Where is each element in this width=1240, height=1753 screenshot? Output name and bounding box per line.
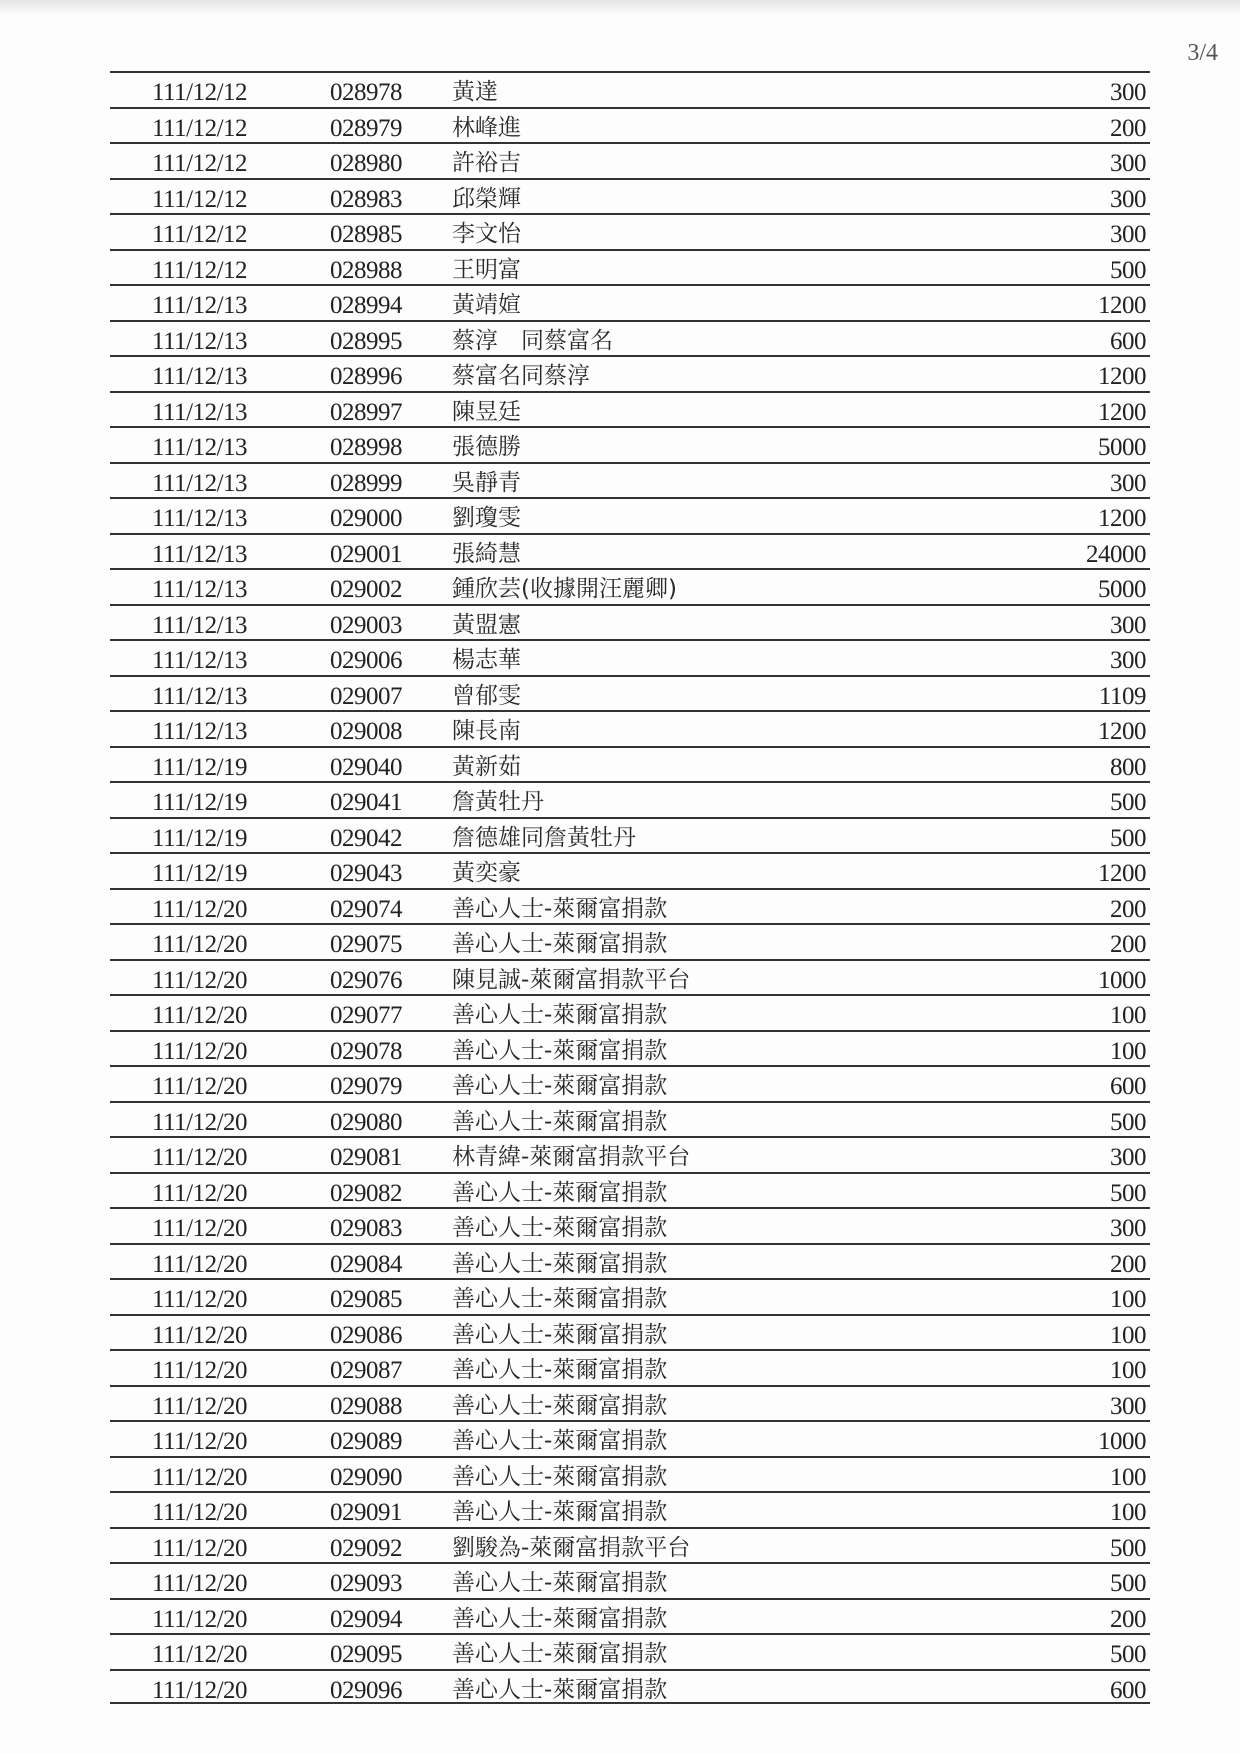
amount-cell: 1109 xyxy=(1098,682,1146,710)
date-cell: 111/12/12 xyxy=(152,114,248,142)
date-cell: 111/12/20 xyxy=(152,1570,248,1597)
table-row xyxy=(110,355,1150,391)
table-row xyxy=(110,391,1150,427)
donor-name-cell: 善心人士-萊爾富捐款 xyxy=(452,1286,668,1312)
donor-name-cell: 善心人士-萊爾富捐款 xyxy=(452,1641,668,1667)
date-cell: 111/12/20 xyxy=(152,1605,248,1633)
table-row xyxy=(110,533,1150,569)
receipt-number-cell: 029084 xyxy=(330,1250,402,1278)
receipt-number-cell: 029006 xyxy=(330,647,402,674)
table-row xyxy=(110,320,1150,356)
donor-name-cell: 善心人士-萊爾富捐款 xyxy=(452,1676,668,1703)
receipt-number-cell: 028999 xyxy=(330,469,402,497)
receipt-number-cell: 029094 xyxy=(330,1605,402,1633)
date-cell: 111/12/20 xyxy=(152,1215,248,1242)
donor-name-cell: 曾郁雯 xyxy=(452,682,521,709)
amount-cell: 300 xyxy=(1110,221,1146,248)
date-cell: 111/12/13 xyxy=(152,540,248,568)
receipt-number-cell: 028979 xyxy=(330,114,402,142)
amount-cell: 1200 xyxy=(1098,718,1146,745)
date-cell: 111/12/13 xyxy=(152,469,248,497)
donor-name-cell: 李文怡 xyxy=(452,221,521,247)
table-row xyxy=(110,710,1150,746)
amount-cell: 1200 xyxy=(1098,860,1146,887)
table-row xyxy=(110,888,1150,924)
date-cell: 111/12/20 xyxy=(152,1179,248,1207)
receipt-number-cell: 028980 xyxy=(330,150,402,177)
amount-cell: 300 xyxy=(1110,647,1146,674)
donor-name-cell: 王明富 xyxy=(452,256,521,283)
table-row xyxy=(110,1030,1150,1066)
date-cell: 111/12/13 xyxy=(152,363,248,390)
table-row xyxy=(110,1349,1150,1385)
receipt-number-cell: 029007 xyxy=(330,682,402,710)
donor-name-cell: 善心人士-萊爾富捐款 xyxy=(452,1321,668,1348)
page-number: 3/4 xyxy=(1187,40,1218,66)
receipt-number-cell: 028998 xyxy=(330,434,402,461)
amount-cell: 100 xyxy=(1110,1286,1146,1313)
table-row xyxy=(110,1065,1150,1101)
table-row xyxy=(110,1527,1150,1563)
amount-cell: 200 xyxy=(1110,895,1146,923)
amount-cell: 600 xyxy=(1110,327,1146,355)
donor-name-cell: 善心人士-萊爾富捐款 xyxy=(452,1499,668,1525)
receipt-number-cell: 029041 xyxy=(330,789,402,816)
donor-name-cell: 善心人士-萊爾富捐款 xyxy=(452,1605,668,1632)
date-cell: 111/12/12 xyxy=(152,79,248,106)
table-row xyxy=(110,568,1150,604)
table-row xyxy=(110,1278,1150,1314)
table-row xyxy=(110,994,1150,1030)
donor-name-cell: 黃靖媗 xyxy=(452,292,521,318)
receipt-number-cell: 029080 xyxy=(330,1108,402,1136)
date-cell: 111/12/20 xyxy=(152,1499,248,1526)
amount-cell: 100 xyxy=(1110,1499,1146,1526)
amount-cell: 100 xyxy=(1110,1463,1146,1491)
amount-cell: 100 xyxy=(1110,1002,1146,1029)
donor-name-cell: 詹黃牡丹 xyxy=(452,789,544,815)
table-row xyxy=(110,178,1150,214)
table-row xyxy=(110,1562,1150,1598)
date-cell: 111/12/13 xyxy=(152,434,248,461)
receipt-number-cell: 028994 xyxy=(330,292,402,319)
date-cell: 111/12/13 xyxy=(152,398,248,426)
table-row xyxy=(110,604,1150,640)
receipt-number-cell: 029091 xyxy=(330,1499,402,1526)
date-cell: 111/12/13 xyxy=(152,505,248,532)
donor-name-cell: 善心人士-萊爾富捐款 xyxy=(452,1179,668,1206)
receipt-number-cell: 029090 xyxy=(330,1463,402,1491)
table-row xyxy=(110,107,1150,143)
table-row xyxy=(110,426,1150,462)
donor-name-cell: 劉駿為-萊爾富捐款平台 xyxy=(452,1534,691,1561)
date-cell: 111/12/12 xyxy=(152,221,248,248)
table-row xyxy=(110,1598,1150,1634)
date-cell: 111/12/20 xyxy=(152,895,248,923)
amount-cell: 200 xyxy=(1110,1250,1146,1278)
date-cell: 111/12/20 xyxy=(152,1321,248,1349)
amount-cell: 200 xyxy=(1110,931,1146,958)
date-cell: 111/12/20 xyxy=(152,1144,248,1171)
table-row xyxy=(110,462,1150,498)
donor-name-cell: 善心人士-萊爾富捐款 xyxy=(452,1037,668,1064)
receipt-number-cell: 029087 xyxy=(330,1357,402,1384)
table-row xyxy=(110,1491,1150,1527)
amount-cell: 600 xyxy=(1110,1676,1146,1704)
amount-cell: 24000 xyxy=(1086,540,1146,568)
receipt-number-cell: 029088 xyxy=(330,1392,402,1420)
receipt-number-cell: 028983 xyxy=(330,185,402,213)
table-row xyxy=(110,852,1150,888)
donor-name-cell: 善心人士-萊爾富捐款 xyxy=(452,1002,668,1028)
donor-name-cell: 善心人士-萊爾富捐款 xyxy=(452,1108,668,1135)
receipt-number-cell: 029082 xyxy=(330,1179,402,1207)
donor-name-cell: 善心人士-萊爾富捐款 xyxy=(452,1428,668,1454)
donor-name-cell: 張綺慧 xyxy=(452,540,521,567)
table-row xyxy=(110,1669,1150,1705)
donor-name-cell: 陳見誠-萊爾富捐款平台 xyxy=(452,966,691,993)
amount-cell: 5000 xyxy=(1098,576,1146,603)
donor-name-cell: 林峰進 xyxy=(452,114,521,141)
donor-name-cell: 蔡淳 同蔡富名 xyxy=(452,327,613,354)
amount-cell: 500 xyxy=(1110,1534,1146,1562)
date-cell: 111/12/19 xyxy=(152,789,248,816)
amount-cell: 300 xyxy=(1110,185,1146,213)
receipt-number-cell: 028996 xyxy=(330,363,402,390)
date-cell: 111/12/20 xyxy=(152,1641,248,1668)
date-cell: 111/12/20 xyxy=(152,1108,248,1136)
table-row xyxy=(110,639,1150,675)
date-cell: 111/12/20 xyxy=(152,1534,248,1562)
donation-ledger xyxy=(110,71,1150,1704)
receipt-number-cell: 029001 xyxy=(330,540,402,568)
donor-name-cell: 劉瓊雯 xyxy=(452,505,521,531)
donor-name-cell: 林青緯-萊爾富捐款平台 xyxy=(452,1144,691,1170)
receipt-number-cell: 029043 xyxy=(330,860,402,887)
receipt-number-cell: 029092 xyxy=(330,1534,402,1562)
donor-name-cell: 善心人士-萊爾富捐款 xyxy=(452,895,668,922)
donor-name-cell: 善心人士-萊爾富捐款 xyxy=(452,1570,668,1596)
table-row xyxy=(110,1172,1150,1208)
date-cell: 111/12/13 xyxy=(152,327,248,355)
amount-cell: 300 xyxy=(1110,1215,1146,1242)
amount-cell: 300 xyxy=(1110,1144,1146,1171)
receipt-number-cell: 029000 xyxy=(330,505,402,532)
table-row xyxy=(110,1101,1150,1137)
amount-cell: 100 xyxy=(1110,1357,1146,1384)
table-row xyxy=(110,213,1150,249)
receipt-number-cell: 028995 xyxy=(330,327,402,355)
donor-name-cell: 邱榮輝 xyxy=(452,185,521,212)
date-cell: 111/12/12 xyxy=(152,256,248,284)
date-cell: 111/12/19 xyxy=(152,860,248,887)
date-cell: 111/12/20 xyxy=(152,1250,248,1278)
date-cell: 111/12/20 xyxy=(152,1002,248,1029)
date-cell: 111/12/20 xyxy=(152,966,248,994)
date-cell: 111/12/20 xyxy=(152,1286,248,1313)
amount-cell: 1200 xyxy=(1098,363,1146,390)
donor-name-cell: 陳昱廷 xyxy=(452,398,521,425)
amount-cell: 600 xyxy=(1110,1073,1146,1100)
amount-cell: 500 xyxy=(1110,1570,1146,1597)
amount-cell: 300 xyxy=(1110,1392,1146,1420)
receipt-number-cell: 029083 xyxy=(330,1215,402,1242)
receipt-number-cell: 029095 xyxy=(330,1641,402,1668)
amount-cell: 500 xyxy=(1110,824,1146,852)
donor-name-cell: 善心人士-萊爾富捐款 xyxy=(452,1463,668,1490)
amount-cell: 500 xyxy=(1110,1179,1146,1207)
amount-cell: 100 xyxy=(1110,1037,1146,1065)
table-row xyxy=(110,817,1150,853)
date-cell: 111/12/13 xyxy=(152,647,248,674)
receipt-number-cell: 029079 xyxy=(330,1073,402,1100)
table-row xyxy=(110,1207,1150,1243)
donor-name-cell: 楊志華 xyxy=(452,647,521,673)
table-row xyxy=(110,1456,1150,1492)
receipt-number-cell: 029078 xyxy=(330,1037,402,1065)
table-row xyxy=(110,1385,1150,1421)
date-cell: 111/12/13 xyxy=(152,292,248,319)
date-cell: 111/12/19 xyxy=(152,824,248,852)
amount-cell: 5000 xyxy=(1098,434,1146,461)
table-row xyxy=(110,142,1150,178)
receipt-number-cell: 029089 xyxy=(330,1428,402,1455)
receipt-number-cell: 029002 xyxy=(330,576,402,603)
date-cell: 111/12/13 xyxy=(152,682,248,710)
donor-name-cell: 善心人士-萊爾富捐款 xyxy=(452,1250,668,1277)
receipt-number-cell: 029003 xyxy=(330,611,402,639)
date-cell: 111/12/13 xyxy=(152,576,248,603)
date-cell: 111/12/13 xyxy=(152,718,248,745)
amount-cell: 300 xyxy=(1110,469,1146,497)
table-row xyxy=(110,781,1150,817)
donor-name-cell: 鍾欣芸(收據開汪麗卿) xyxy=(452,576,677,602)
receipt-number-cell: 028978 xyxy=(330,79,402,106)
receipt-number-cell: 029086 xyxy=(330,1321,402,1349)
receipt-number-cell: 029076 xyxy=(330,966,402,994)
table-row xyxy=(110,71,1150,107)
amount-cell: 200 xyxy=(1110,114,1146,142)
date-cell: 111/12/12 xyxy=(152,150,248,177)
donor-name-cell: 善心人士-萊爾富捐款 xyxy=(452,1215,668,1241)
date-cell: 111/12/20 xyxy=(152,1676,248,1704)
amount-cell: 1000 xyxy=(1098,966,1146,994)
table-row xyxy=(110,746,1150,782)
receipt-number-cell: 029074 xyxy=(330,895,402,923)
donor-name-cell: 黃新茹 xyxy=(452,753,521,780)
date-cell: 111/12/20 xyxy=(152,1428,248,1455)
donor-name-cell: 善心人士-萊爾富捐款 xyxy=(452,931,668,957)
receipt-number-cell: 029077 xyxy=(330,1002,402,1029)
table-row xyxy=(110,1243,1150,1279)
table-row xyxy=(110,923,1150,959)
donor-name-cell: 黃奕豪 xyxy=(452,860,521,886)
table-row xyxy=(110,497,1150,533)
receipt-number-cell: 029075 xyxy=(330,931,402,958)
table-row xyxy=(110,959,1150,995)
amount-cell: 1000 xyxy=(1098,1428,1146,1455)
table-row xyxy=(110,284,1150,320)
date-cell: 111/12/20 xyxy=(152,1073,248,1100)
receipt-number-cell: 029040 xyxy=(330,753,402,781)
date-cell: 111/12/20 xyxy=(152,1037,248,1065)
amount-cell: 500 xyxy=(1110,1108,1146,1136)
date-cell: 111/12/20 xyxy=(152,1463,248,1491)
donor-name-cell: 詹德雄同詹黃牡丹 xyxy=(452,824,636,851)
donor-name-cell: 吳靜青 xyxy=(452,469,521,496)
table-row xyxy=(110,1420,1150,1456)
amount-cell: 800 xyxy=(1110,753,1146,781)
date-cell: 111/12/20 xyxy=(152,1392,248,1420)
date-cell: 111/12/20 xyxy=(152,931,248,958)
table-row xyxy=(110,1633,1150,1669)
amount-cell: 1200 xyxy=(1098,292,1146,319)
date-cell: 111/12/20 xyxy=(152,1357,248,1384)
receipt-number-cell: 029042 xyxy=(330,824,402,852)
table-row xyxy=(110,249,1150,285)
date-cell: 111/12/13 xyxy=(152,611,248,639)
table-row xyxy=(110,1314,1150,1350)
donor-name-cell: 陳長南 xyxy=(452,718,521,744)
donor-name-cell: 善心人士-萊爾富捐款 xyxy=(452,1357,668,1383)
donor-name-cell: 善心人士-萊爾富捐款 xyxy=(452,1073,668,1099)
amount-cell: 500 xyxy=(1110,789,1146,816)
receipt-number-cell: 029093 xyxy=(330,1570,402,1597)
amount-cell: 300 xyxy=(1110,79,1146,106)
scan-edge xyxy=(0,0,1240,14)
table-row xyxy=(110,675,1150,711)
donor-name-cell: 善心人士-萊爾富捐款 xyxy=(452,1392,668,1419)
amount-cell: 300 xyxy=(1110,611,1146,639)
donor-name-cell: 張德勝 xyxy=(452,434,521,460)
table-row xyxy=(110,1136,1150,1172)
receipt-number-cell: 028988 xyxy=(330,256,402,284)
receipt-number-cell: 029085 xyxy=(330,1286,402,1313)
donor-name-cell: 蔡富名同蔡淳 xyxy=(452,363,590,389)
amount-cell: 1200 xyxy=(1098,505,1146,532)
receipt-number-cell: 029008 xyxy=(330,718,402,745)
date-cell: 111/12/12 xyxy=(152,185,248,213)
amount-cell: 300 xyxy=(1110,150,1146,177)
amount-cell: 500 xyxy=(1110,1641,1146,1668)
date-cell: 111/12/19 xyxy=(152,753,248,781)
amount-cell: 100 xyxy=(1110,1321,1146,1349)
amount-cell: 500 xyxy=(1110,256,1146,284)
donor-name-cell: 許裕吉 xyxy=(452,150,521,176)
amount-cell: 200 xyxy=(1110,1605,1146,1633)
donor-name-cell: 黃達 xyxy=(452,79,498,105)
receipt-number-cell: 028985 xyxy=(330,221,402,248)
amount-cell: 1200 xyxy=(1098,398,1146,426)
receipt-number-cell: 029081 xyxy=(330,1144,402,1171)
receipt-number-cell: 028997 xyxy=(330,398,402,426)
receipt-number-cell: 029096 xyxy=(330,1676,402,1704)
donor-name-cell: 黃盟憲 xyxy=(452,611,521,638)
